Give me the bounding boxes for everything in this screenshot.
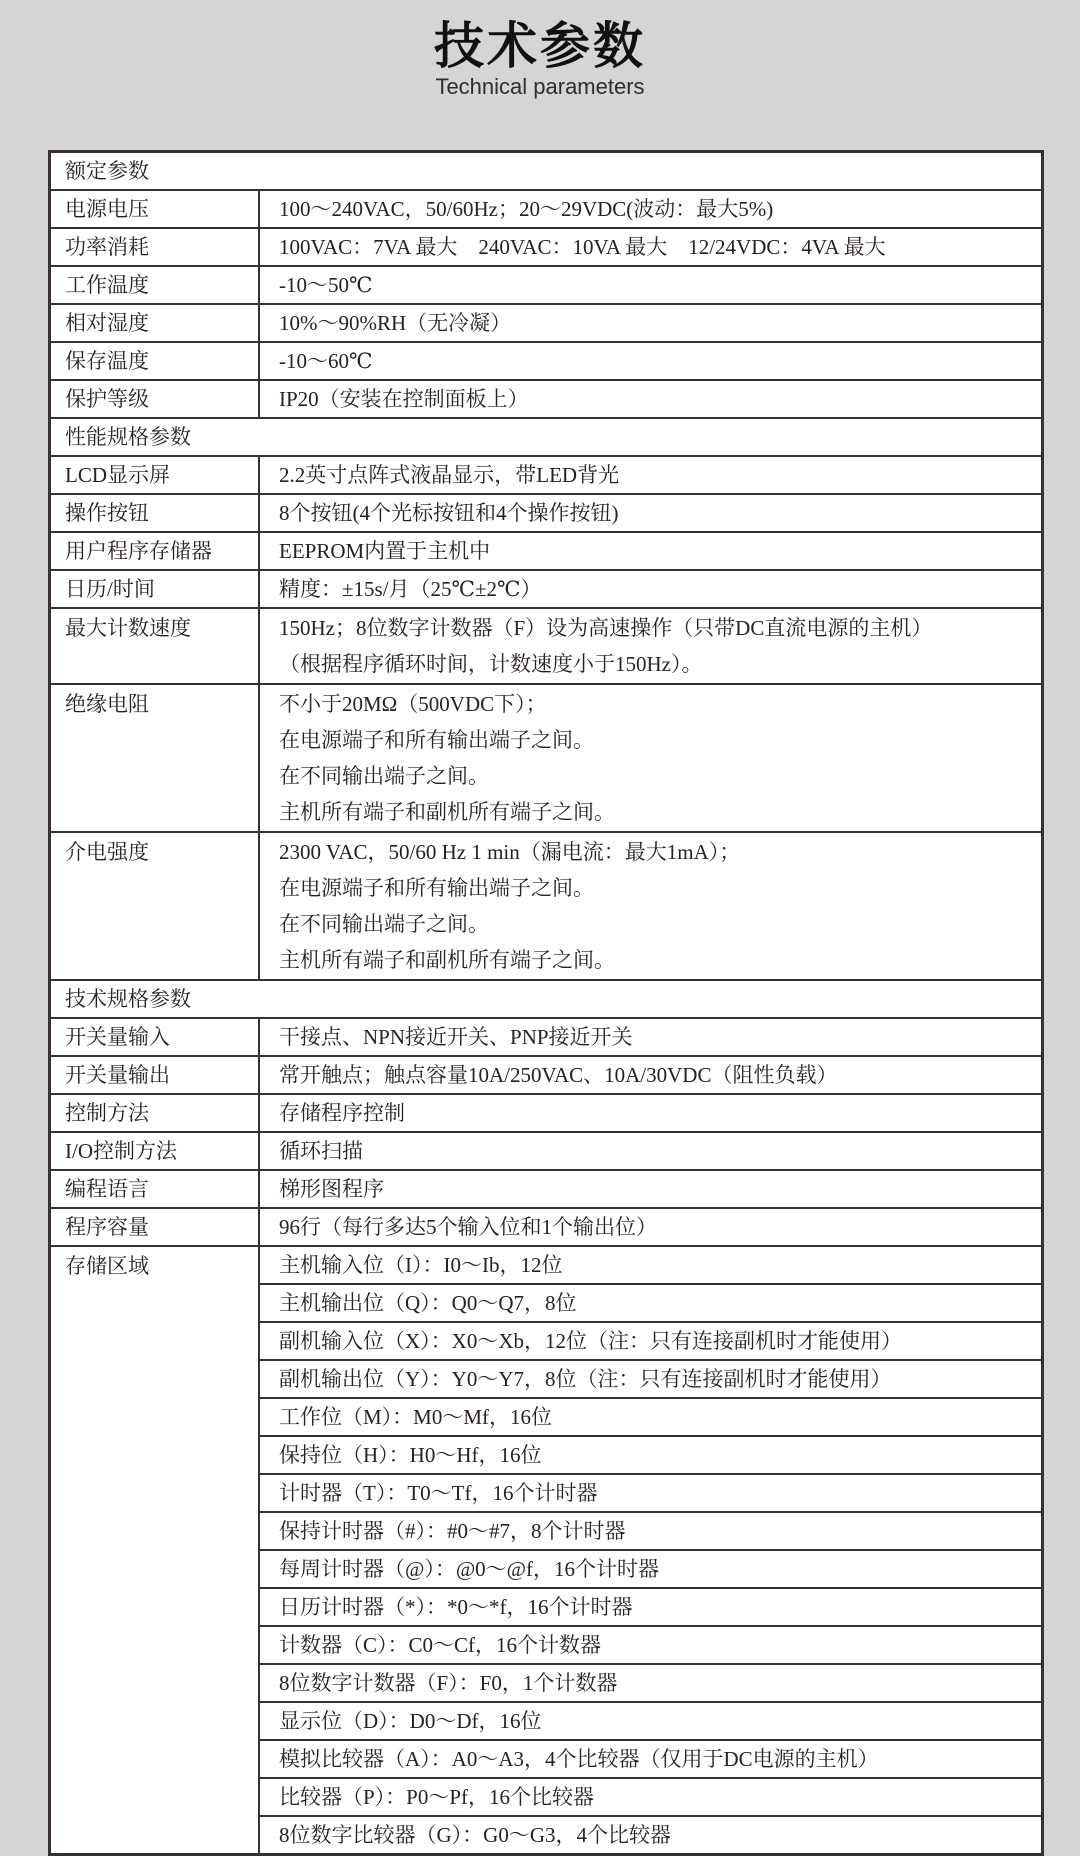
spec-row-label: 最大计数速度 [51,609,260,683]
spec-row [51,683,1041,831]
spec-value-line: 不小于20MΩ（500VDC下）； [279,692,547,716]
spec-row [51,379,1041,417]
storage-item: 副机输入位（X）：X0～Xb，12位（注：只有连接副机时才能使用） [260,1321,1041,1359]
spec-row [51,189,1041,227]
page-title: 技术参数 [434,18,646,74]
spec-value-line: 96行（每行多达5个输入位和1个输出位） [279,1215,657,1239]
storage-item: 主机输出位（Q）：Q0～Q7，8位 [260,1283,1041,1321]
spec-value-line: 在电源端子和所有输出端子之间。 [279,728,594,752]
spec-row [51,531,1041,569]
spec-row-label: 用户程序存储器 [51,533,260,569]
spec-row-value [260,267,1041,303]
section-label: 性能规格参数 [65,425,191,449]
storage-item: 副机输出位（Y）：Y0～Y7，8位（注：只有连接副机时才能使用） [260,1359,1041,1397]
spec-row [51,569,1041,607]
spec-row-label: 介电强度 [51,833,260,979]
spec-value-line: 常开触点；触点容量10A/250VAC、10A/30VDC（阻性负载） [279,1063,838,1087]
spec-value-line: 150Hz；8位数字计数器（F）设为高速操作（只带DC直流电源的主机） [279,616,933,640]
spec-row-label: 日历/时间 [51,571,260,607]
spec-row-label: 绝缘电阻 [51,685,260,831]
storage-item: 主机输入位（I）：I0～Ib，12位 [279,1253,563,1277]
spec-row-label: 保存温度 [51,343,260,379]
spec-value-line: IP20（安装在控制面板上） [279,387,529,411]
spec-row-label: 工作温度 [51,267,260,303]
storage-area-list [260,1247,1041,1853]
spec-value-line: 2.2英寸点阵式液晶显示，带LED背光 [279,463,620,487]
spec-value-line: （根据程序循环时间，计数速度小于150Hz）。 [279,652,703,676]
section-row [51,979,1041,1017]
spec-value-line: 循环扫描 [279,1139,363,1163]
spec-value-line: 干接点、NPN接近开关、PNP接近开关 [279,1025,633,1049]
page-header [0,0,1080,100]
storage-item: 每周计时器（@）：@0～@f，16个计时器 [260,1549,1041,1587]
spec-value-line: 梯形图程序 [279,1177,384,1201]
spec-row-label: I/O控制方法 [51,1133,260,1169]
spec-row [51,831,1041,979]
spec-row [51,1093,1041,1131]
storage-item: 模拟比较器（A）：A0～A3，4个比较器（仅用于DC电源的主机） [260,1739,1041,1777]
page-subtitle: Technical parameters [435,74,645,99]
spec-row-value [260,1019,1041,1055]
spec-row [51,1131,1041,1169]
spec-value-line: 在不同输出端子之间。 [279,764,489,788]
spec-row-value [260,1171,1041,1207]
spec-row [51,227,1041,265]
spec-row-value [260,571,1041,607]
spec-row-value [260,229,1041,265]
storage-item: 保持位（H）：H0～Hf，16位 [260,1435,1041,1473]
spec-row [51,1017,1041,1055]
spec-value-line: 2300 VAC，50/60 Hz 1 min（漏电流：最大1mA）； [279,840,741,864]
spec-row [51,265,1041,303]
spec-row-value [260,457,1041,493]
spec-row-label: LCD显示屏 [51,457,260,493]
spec-row-label: 功率消耗 [51,229,260,265]
spec-row-value [260,1209,1041,1245]
spec-row [51,493,1041,531]
spec-row-label: 电源电压 [51,191,260,227]
spec-row [51,1207,1041,1245]
spec-row [51,1169,1041,1207]
spec-row-value [260,1057,1041,1093]
storage-item: 保持计时器（#）：#0～#7，8个计时器 [260,1511,1041,1549]
spec-row-label: 开关量输入 [51,1019,260,1055]
storage-item: 8位数字比较器（G）：G0～G3，4个比较器 [260,1815,1041,1853]
spec-value-line: 在电源端子和所有输出端子之间。 [279,876,594,900]
spec-row-value [260,833,1041,979]
storage-item: 8位数字计数器（F）：F0，1个计数器 [260,1663,1041,1701]
storage-item: 日历计时器（*）：*0～*f，16个计时器 [260,1587,1041,1625]
spec-value-line: 在不同输出端子之间。 [279,912,489,936]
spec-row-value [260,381,1041,417]
section-row [51,153,1041,189]
section-label: 技术规格参数 [65,987,191,1011]
spec-value-line: 10%～90%RH（无冷凝） [279,311,512,335]
spec-value-line: 存储程序控制 [279,1101,405,1125]
spec-row-value [260,1095,1041,1131]
spec-value-line: -10～60℃ [279,349,373,373]
spec-row-label: 存储区域 [51,1247,260,1853]
storage-item: 计时器（T）：T0～Tf，16个计时器 [260,1473,1041,1511]
spec-row-value [260,343,1041,379]
spec-row-value [260,1133,1041,1169]
spec-row [51,341,1041,379]
spec-row-label: 程序容量 [51,1209,260,1245]
spec-value-line: 100VAC：7VA 最大 240VAC：10VA 最大 12/24VDC：4VA 最大 [279,235,886,259]
spec-row-value [260,305,1041,341]
section-row [51,417,1041,455]
spec-row-label: 相对湿度 [51,305,260,341]
storage-item: 工作位（M）：M0～Mf，16位 [260,1397,1041,1435]
spec-row-value [260,609,1041,683]
spec-value-line: 精度：±15s/月（25℃±2℃） [279,577,542,601]
spec-value-line: 100～240VAC，50/60Hz；20～29VDC(波动：最大5%) [279,197,774,221]
spec-value-line: 8个按钮(4个光标按钮和4个操作按钮) [279,501,619,525]
spec-row-value [260,495,1041,531]
storage-item: 显示位（D）：D0～Df，16位 [260,1701,1041,1739]
spec-value-line: 主机所有端子和副机所有端子之间。 [279,800,615,824]
spec-table [48,150,1044,1856]
spec-group-row [51,1245,1041,1853]
section-label: 额定参数 [65,159,149,183]
storage-item: 计数器（C）：C0～Cf，16个计数器 [260,1625,1041,1663]
spec-row [51,607,1041,683]
spec-row-label: 保护等级 [51,381,260,417]
spec-row-value [260,685,1041,831]
spec-row-label: 操作按钮 [51,495,260,531]
spec-row-label: 编程语言 [51,1171,260,1207]
spec-row-value [260,533,1041,569]
spec-row [51,455,1041,493]
spec-value-line: -10～50℃ [279,273,373,297]
spec-value-line: 主机所有端子和副机所有端子之间。 [279,948,615,972]
spec-row-value [260,191,1041,227]
spec-row-label: 控制方法 [51,1095,260,1131]
spec-value-line: EEPROM内置于主机中 [279,539,491,563]
storage-item: 比较器（P）：P0～Pf，16个比较器 [260,1777,1041,1815]
spec-row [51,1055,1041,1093]
spec-row [51,303,1041,341]
spec-row-label: 开关量输出 [51,1057,260,1093]
